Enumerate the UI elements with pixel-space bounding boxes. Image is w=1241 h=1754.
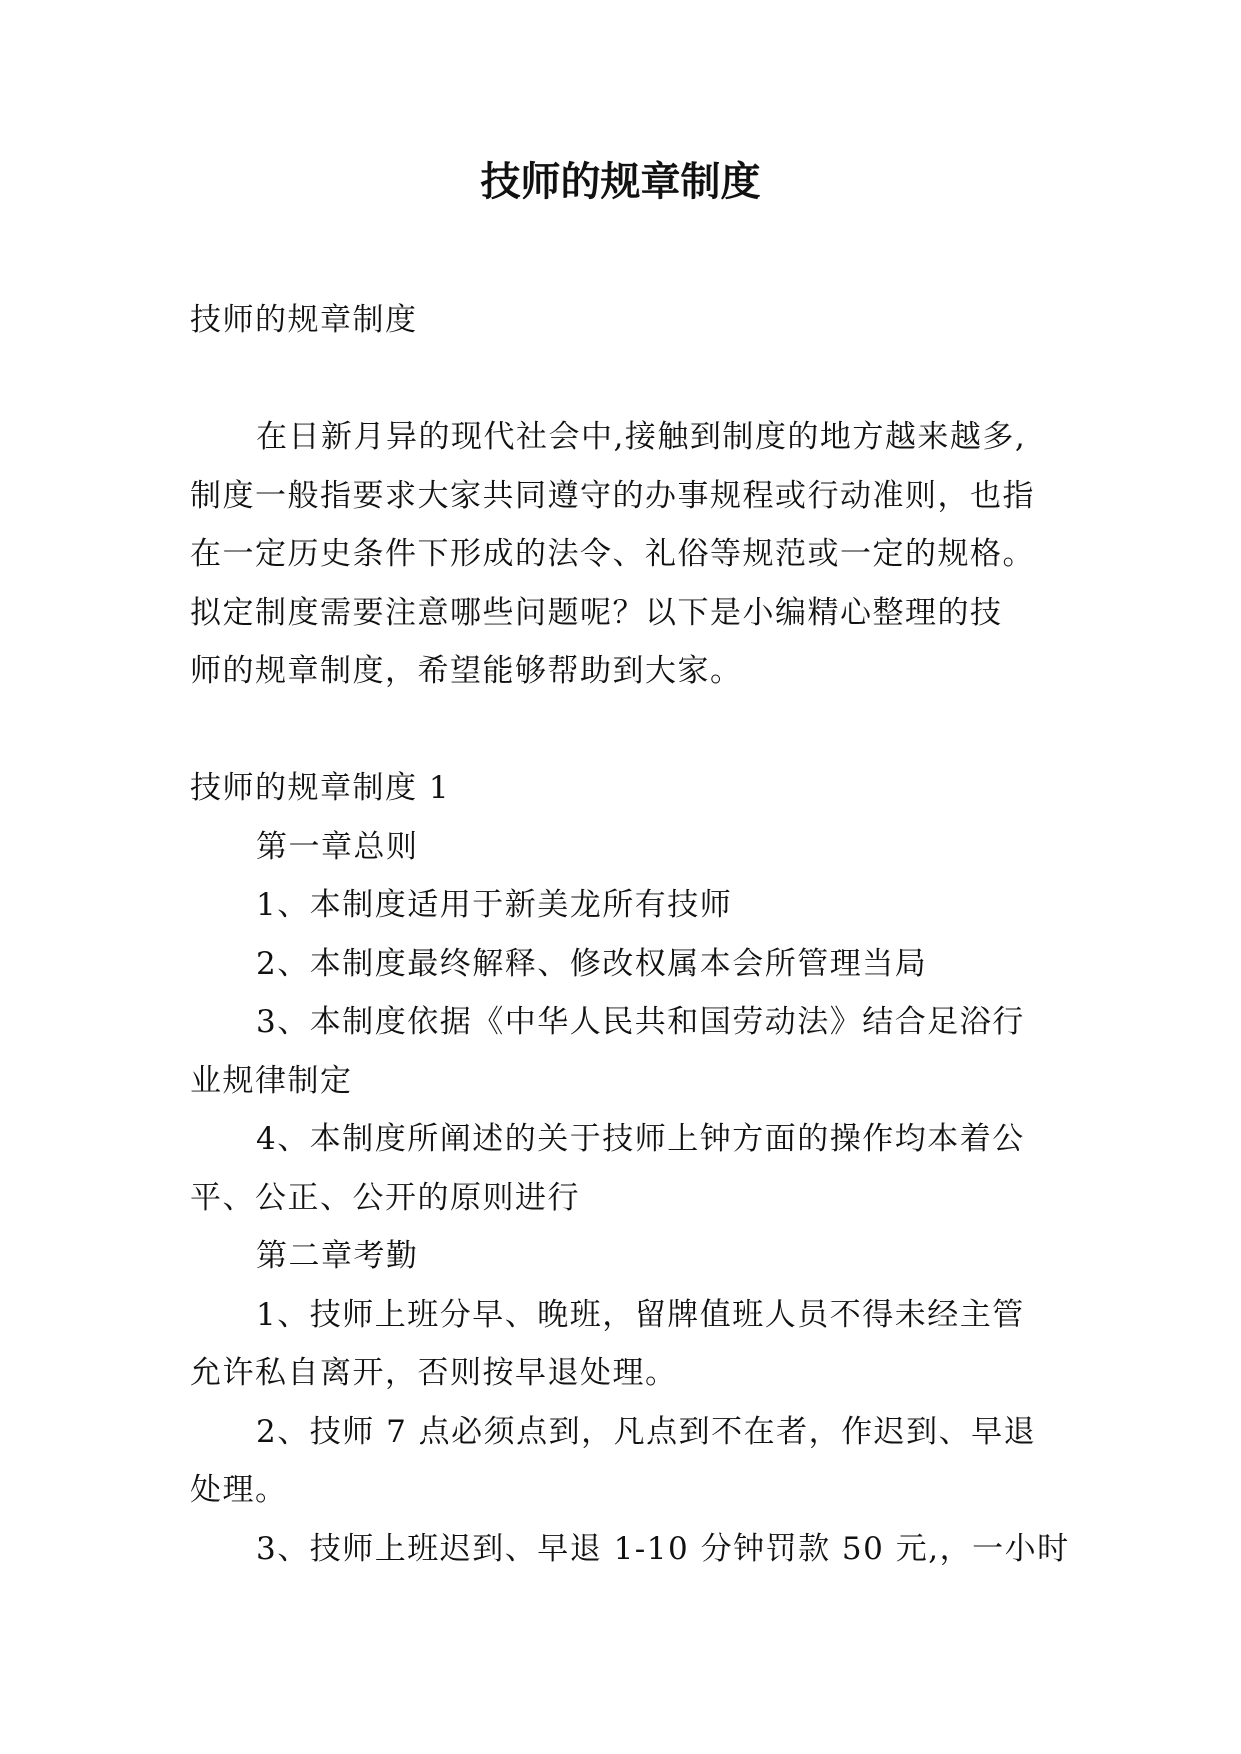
rule-item-2: 2、本制度最终解释、修改权属本会所管理当局: [256, 945, 928, 982]
chapter-1-heading: 第一章总则: [256, 828, 419, 865]
paragraph-spacer: [190, 701, 1050, 760]
rule-item-4-line-2: 平、公正、公开的原则进行: [190, 1179, 580, 1216]
attendance-item-2-line-1: 2、技师 7 点必须点到，凡点到不在者，作迟到、早退: [256, 1413, 1037, 1450]
attendance-item-2-line-2: 处理。: [190, 1472, 288, 1508]
rule-item-1: 1、本制度适用于新美龙所有技师: [256, 887, 733, 923]
intro-line-5: 师的规章制度，希望能够帮助到大家。: [190, 653, 743, 689]
rule-item-3-line-2: 业规律制定: [190, 1062, 353, 1099]
attendance-item-1-line-2: 允许私自离开，否则按早退处理。: [190, 1355, 678, 1391]
intro-line-3: 在一定历史条件下形成的法令、礼俗等规范或一定的规格。: [190, 536, 1035, 572]
attendance-item-3-line-1: 3、技师上班迟到、早退 1-10 分钟罚款 50 元,，一小时: [256, 1530, 1070, 1567]
paragraph-spacer: [190, 350, 1050, 409]
rule-item-3-line-1: 3、本制度依据《中华人民共和国劳动法》结合足浴行: [256, 1004, 1025, 1040]
document-body: [190, 291, 1070, 1578]
rule-item-4-line-1: 4、本制度所阐述的关于技师上钟方面的操作均本着公: [256, 1121, 1025, 1157]
section-heading: 技师的规章制度 1: [190, 770, 451, 806]
intro-line-1: 在日新月异的现代社会中,接触到制度的地方越来越多,: [256, 419, 1027, 455]
intro-heading: 技师的规章制度: [190, 302, 418, 338]
intro-line-4: 拟定制度需要注意哪些问题呢？以下是小编精心整理的技: [190, 594, 1003, 631]
chapter-2-heading: 第二章考勤: [256, 1238, 419, 1274]
document-title: 技师的规章制度: [480, 159, 761, 205]
intro-line-2: 制度一般指要求大家共同遵守的办事规程或行动准则，也指: [190, 477, 1035, 514]
attendance-item-1-line-1: 1、技师上班分早、晚班，留牌值班人员不得未经主管: [256, 1296, 1025, 1333]
